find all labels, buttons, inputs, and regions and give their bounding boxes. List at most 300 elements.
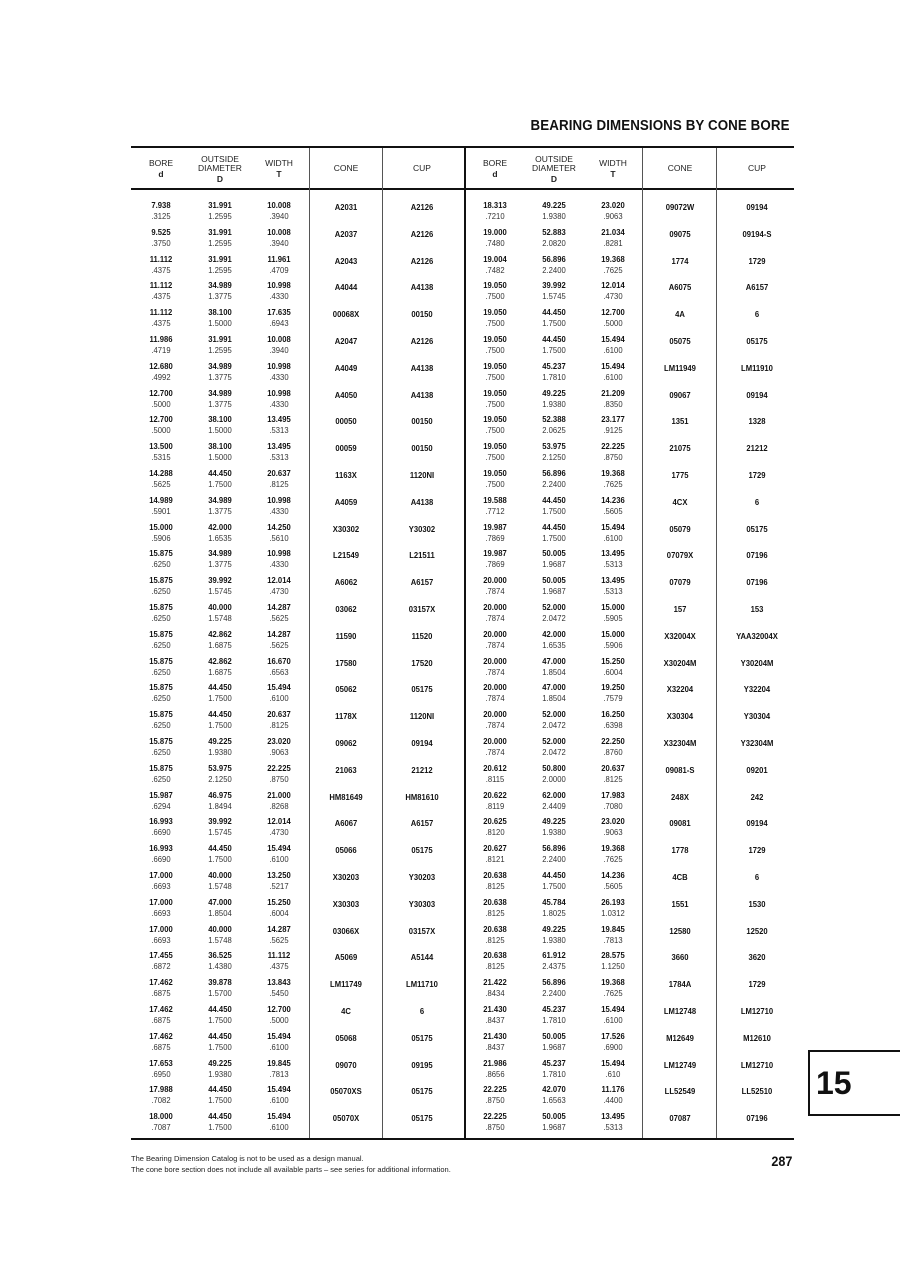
cone-part-number: 12580 xyxy=(669,925,691,936)
bore-mm: 19.050 xyxy=(483,468,507,478)
outside-diameter-in: 1.7500 xyxy=(542,505,566,516)
width-mm: 11.961 xyxy=(267,253,291,264)
width-in: .6100 xyxy=(269,854,289,865)
cup-part-number: 03157X xyxy=(408,604,436,614)
bore-mm: 20.612 xyxy=(483,762,507,773)
bore-cell xyxy=(470,334,520,356)
cone-part-number: X30302 xyxy=(332,523,360,534)
width-in: .8125 xyxy=(269,479,289,489)
outside-diameter-in: 1.7500 xyxy=(542,318,566,329)
cup-part-number: 09201 xyxy=(746,764,768,775)
table-row-right xyxy=(131,790,794,817)
bore-mm: 17.988 xyxy=(149,1084,173,1095)
outside-diameter-in: 1.7810 xyxy=(542,371,566,382)
width-mm: 15.250 xyxy=(601,655,625,666)
width-in: .7813 xyxy=(269,1068,289,1079)
bore-mm: 16.993 xyxy=(149,843,173,854)
width-mm: 15.000 xyxy=(601,628,625,639)
width-cell xyxy=(588,361,638,383)
outside-diameter-mm: 44.450 xyxy=(542,307,566,318)
outside-diameter-cell xyxy=(529,441,579,463)
outside-diameter-cell xyxy=(529,307,579,329)
outside-diameter-mm: 31.991 xyxy=(208,334,232,344)
bore-cell xyxy=(470,763,520,785)
width-in: .3940 xyxy=(269,345,289,355)
cone-part-number: 4A xyxy=(675,309,685,320)
outside-diameter-cell xyxy=(529,736,579,758)
cone-part-number: 09081-S xyxy=(665,764,695,775)
outside-diameter-mm: 39.992 xyxy=(208,816,232,827)
width-in: .5000 xyxy=(269,1015,289,1025)
width-mm: 22.250 xyxy=(601,736,625,746)
bore-cell xyxy=(470,548,520,570)
bore-cell xyxy=(470,575,520,597)
table-row-right xyxy=(131,522,794,549)
cone-part-number: 03066X xyxy=(332,925,360,936)
column-header-left-1 xyxy=(192,150,248,188)
width-mm: 15.494 xyxy=(601,1004,625,1014)
outside-diameter-cell xyxy=(529,682,579,704)
outside-diameter-mm: 53.975 xyxy=(208,762,232,773)
table-row-right xyxy=(131,682,794,709)
column-header-right-2 xyxy=(585,150,641,188)
column-header-left-4 xyxy=(387,150,457,188)
outside-diameter-in: 1.7500 xyxy=(542,532,566,543)
width-mm: 19.845 xyxy=(601,923,625,934)
outside-diameter-in: 1.7500 xyxy=(542,345,566,355)
outside-diameter-mm: 52.000 xyxy=(542,602,566,612)
width-in: .610 xyxy=(605,1068,621,1079)
bore-in: .8125 xyxy=(485,961,505,972)
width-in: .6900 xyxy=(603,1041,623,1052)
table-row-right xyxy=(131,870,794,897)
cone-part-number: HM81649 xyxy=(329,791,363,802)
width-mm: 10.998 xyxy=(267,494,291,505)
bore-mm: 19.004 xyxy=(483,253,507,264)
column-header-text: BORE xyxy=(482,158,508,168)
outside-diameter-in: 1.5745 xyxy=(208,586,232,597)
width-cell xyxy=(588,1084,638,1106)
outside-diameter-in: 1.7500 xyxy=(208,720,232,731)
width-mm: 15.494 xyxy=(267,1084,291,1095)
width-in: .5905 xyxy=(603,613,623,623)
bore-mm: 15.875 xyxy=(149,736,173,746)
bore-in: .6875 xyxy=(151,988,171,999)
width-cell xyxy=(588,414,638,436)
bore-mm: 19.050 xyxy=(483,387,507,398)
width-cell xyxy=(588,575,638,597)
bore-in: .7869 xyxy=(485,532,505,543)
page-title: BEARING DIMENSIONS BY CONE BORE xyxy=(530,118,790,134)
outside-diameter-cell xyxy=(529,629,579,651)
width-cell xyxy=(588,307,638,329)
outside-diameter-mm: 44.450 xyxy=(542,870,566,880)
table-row-right xyxy=(131,763,794,790)
outside-diameter-in: 2.2400 xyxy=(542,479,566,489)
outside-diameter-in: 1.6875 xyxy=(208,666,232,677)
column-header-text: OUTSIDE xyxy=(201,153,239,164)
bore-cell xyxy=(470,307,520,329)
outside-diameter-mm: 56.896 xyxy=(542,843,566,854)
width-mm: 21.000 xyxy=(267,789,291,800)
cone-part-number: LL52549 xyxy=(664,1086,696,1097)
width-mm: 12.700 xyxy=(601,307,625,318)
cone-part-number: 00050 xyxy=(335,416,357,427)
outside-diameter-mm: 44.450 xyxy=(208,1084,232,1095)
cone-part-number: 05070X xyxy=(332,1113,360,1124)
outside-diameter-cell xyxy=(529,1004,579,1026)
outside-diameter-cell xyxy=(529,388,579,410)
width-in: .4730 xyxy=(269,827,289,838)
width-mm: 19.368 xyxy=(601,843,625,854)
outside-diameter-mm: 50.005 xyxy=(542,548,566,559)
bore-cell xyxy=(470,843,520,865)
bore-in: .6690 xyxy=(151,854,171,865)
outside-diameter-in: 1.6563 xyxy=(542,1095,566,1106)
cone-part-number: 1784A xyxy=(668,979,692,990)
bore-in: .6250 xyxy=(151,613,171,623)
outside-diameter-in: 1.5748 xyxy=(208,934,232,945)
cup-part-number: M12610 xyxy=(743,1032,771,1043)
width-mm: 23.020 xyxy=(601,816,625,827)
cone-part-number: A5069 xyxy=(334,952,358,963)
cone-part-number: A4044 xyxy=(334,282,358,293)
width-in: .5000 xyxy=(603,318,623,329)
width-mm: 14.287 xyxy=(267,602,291,612)
cone-part-number: 1163X xyxy=(335,470,357,480)
bore-in: .6693 xyxy=(151,934,171,945)
table-row-right xyxy=(131,495,794,522)
cup-part-number: 1328 xyxy=(748,416,766,427)
width-mm: 13.843 xyxy=(267,977,291,988)
outside-diameter-cell xyxy=(529,548,579,570)
outside-diameter-mm: 45.237 xyxy=(542,1004,566,1014)
outside-diameter-cell xyxy=(529,763,579,785)
outside-diameter-in: 1.8025 xyxy=(542,907,566,918)
cone-part-number: 1774 xyxy=(671,255,689,266)
cup-part-number: 05175 xyxy=(411,845,433,856)
table-row-right xyxy=(131,548,794,575)
bore-mm: 17.462 xyxy=(149,1004,173,1014)
width-mm: 21.209 xyxy=(601,387,625,398)
bore-cell xyxy=(470,1031,520,1053)
bore-in: .7874 xyxy=(485,613,505,623)
outside-diameter-mm: 44.450 xyxy=(208,682,232,693)
width-cell xyxy=(588,736,638,758)
outside-diameter-in: 1.7500 xyxy=(208,1122,232,1133)
cup-part-number: 1729 xyxy=(748,845,766,856)
width-mm: 11.176 xyxy=(601,1084,625,1095)
cone-part-number: X32304M xyxy=(663,738,697,748)
outside-diameter-mm: 44.450 xyxy=(208,1030,232,1041)
bore-in: .7500 xyxy=(485,371,505,382)
outside-diameter-mm: 42.862 xyxy=(208,628,232,639)
cone-part-number: 09070 xyxy=(335,1059,357,1070)
width-in: .5625 xyxy=(269,639,289,650)
outside-diameter-in: 2.2400 xyxy=(542,854,566,865)
cup-part-number: 242 xyxy=(750,791,764,802)
cone-part-number: 05070XS xyxy=(330,1086,362,1097)
outside-diameter-in: 1.2595 xyxy=(208,345,232,355)
bore-mm: 19.588 xyxy=(483,494,507,505)
width-mm: 12.014 xyxy=(601,280,625,291)
cone-part-number: 4CB xyxy=(672,872,688,882)
cone-part-number: M12649 xyxy=(666,1032,694,1043)
bore-in: .8750 xyxy=(485,1122,505,1133)
width-in: .6100 xyxy=(603,345,623,355)
width-mm: 19.845 xyxy=(267,1057,291,1068)
cup-part-number: A2126 xyxy=(410,255,434,266)
bore-in: .6250 xyxy=(151,586,171,597)
outside-diameter-cell xyxy=(529,1111,579,1133)
outside-diameter-mm: 50.800 xyxy=(542,762,566,773)
bore-in: .7500 xyxy=(485,425,505,436)
width-cell xyxy=(588,682,638,704)
cup-part-number: A4138 xyxy=(410,362,434,373)
cone-part-number: A4050 xyxy=(334,389,358,400)
outside-diameter-mm: 34.989 xyxy=(208,494,232,505)
width-in: .5610 xyxy=(269,532,289,543)
bore-in: .3125 xyxy=(151,211,171,221)
cone-part-number: 07087 xyxy=(669,1113,691,1124)
outside-diameter-in: 1.2595 xyxy=(208,237,232,248)
bore-cell xyxy=(470,254,520,276)
table-row-right xyxy=(131,1084,794,1111)
width-in: .5217 xyxy=(269,881,289,891)
cone-part-number: A4059 xyxy=(334,496,358,507)
width-mm: 15.494 xyxy=(601,521,625,532)
width-in: .9125 xyxy=(603,425,623,436)
cup-part-number: 17520 xyxy=(411,657,433,668)
cup-part-number: LM11910 xyxy=(741,362,773,373)
cup-part-number: A5144 xyxy=(410,952,434,963)
section-tab xyxy=(808,1050,900,1116)
width-cell xyxy=(588,522,638,544)
width-in: .3940 xyxy=(269,211,289,221)
width-cell xyxy=(588,280,638,302)
width-mm: 15.000 xyxy=(601,602,625,612)
section-tab-label: 15 xyxy=(816,1064,852,1101)
cup-part-number: 09195 xyxy=(411,1059,433,1070)
cone-part-number: L21549 xyxy=(333,550,359,561)
outside-diameter-in: 1.9687 xyxy=(542,586,566,597)
outside-diameter-in: 1.9380 xyxy=(542,398,566,409)
outside-diameter-mm: 42.862 xyxy=(208,655,232,666)
bore-in: .7500 xyxy=(485,479,505,489)
outside-diameter-cell xyxy=(529,977,579,999)
cup-part-number: 1729 xyxy=(748,255,766,266)
page-number: 287 xyxy=(770,1153,792,1169)
outside-diameter-cell xyxy=(529,254,579,276)
bore-mm: 19.050 xyxy=(483,414,507,425)
width-in: .5605 xyxy=(603,505,623,516)
bore-cell xyxy=(470,1004,520,1026)
width-in: .6943 xyxy=(269,318,289,329)
cone-part-number: 05079 xyxy=(669,523,691,534)
outside-diameter-in: 2.0472 xyxy=(542,747,566,757)
outside-diameter-in: 1.5748 xyxy=(208,613,232,623)
bore-in: .5000 xyxy=(151,398,171,409)
outside-diameter-in: 1.5000 xyxy=(208,425,232,436)
outside-diameter-mm: 40.000 xyxy=(208,870,232,880)
column-header-text: BORE xyxy=(148,158,174,168)
bore-in: .7500 xyxy=(485,398,505,409)
table-row-right xyxy=(131,254,794,281)
bore-mm: 21.430 xyxy=(483,1004,507,1014)
cup-part-number: A6157 xyxy=(410,818,434,829)
cone-part-number: X32204 xyxy=(666,684,694,695)
cup-part-number: Y30304 xyxy=(743,711,771,722)
outside-diameter-mm: 42.070 xyxy=(542,1084,566,1095)
table-row-right xyxy=(131,602,794,629)
bore-cell xyxy=(470,522,520,544)
bore-in: .7500 xyxy=(485,452,505,463)
outside-diameter-cell xyxy=(529,843,579,865)
table-row-right xyxy=(131,656,794,683)
width-in: .9063 xyxy=(269,747,289,757)
bore-mm: 19.050 xyxy=(483,307,507,318)
bore-in: .7500 xyxy=(485,318,505,329)
outside-diameter-in: 1.7500 xyxy=(208,1041,232,1052)
outside-diameter-mm: 38.100 xyxy=(208,307,232,318)
outside-diameter-in: 1.7500 xyxy=(542,881,566,891)
bore-in: .7210 xyxy=(485,211,505,221)
outside-diameter-mm: 50.005 xyxy=(542,1111,566,1122)
outside-diameter-mm: 49.225 xyxy=(542,923,566,934)
width-mm: 14.250 xyxy=(267,521,291,532)
cup-part-number: A2126 xyxy=(410,336,434,346)
width-mm: 28.575 xyxy=(601,950,625,961)
outside-diameter-cell xyxy=(529,602,579,624)
width-cell xyxy=(588,950,638,972)
width-in: .7625 xyxy=(603,479,623,489)
bore-cell xyxy=(470,897,520,919)
width-in: .5605 xyxy=(603,881,623,891)
cone-part-number: 1351 xyxy=(671,416,689,427)
outside-diameter-mm: 45.784 xyxy=(542,896,566,907)
bore-mm: 17.462 xyxy=(149,977,173,988)
outside-diameter-cell xyxy=(529,414,579,436)
bore-in: .8115 xyxy=(485,773,505,784)
outside-diameter-cell xyxy=(529,575,579,597)
cone-part-number: A6062 xyxy=(334,577,358,588)
column-header-text: CUP xyxy=(413,162,431,173)
width-cell xyxy=(588,200,638,222)
outside-diameter-in: 1.6535 xyxy=(208,532,232,543)
bore-mm: 15.875 xyxy=(149,628,173,639)
cup-part-number: LM11710 xyxy=(406,979,438,990)
bore-mm: 20.627 xyxy=(483,843,507,854)
bore-mm: 19.987 xyxy=(483,548,507,559)
bore-mm: 19.050 xyxy=(483,334,507,344)
cup-part-number: 09194 xyxy=(746,389,768,400)
width-mm: 19.250 xyxy=(601,682,625,693)
bore-in: .7087 xyxy=(151,1122,171,1133)
column-header-right-0 xyxy=(467,150,523,188)
width-cell xyxy=(588,709,638,731)
outside-diameter-mm: 34.989 xyxy=(208,280,232,291)
cone-part-number: 09062 xyxy=(335,738,357,748)
width-mm: 13.250 xyxy=(267,870,291,880)
bore-in: .7874 xyxy=(485,693,505,704)
width-in: .9063 xyxy=(603,827,623,838)
cone-part-number: A2037 xyxy=(334,228,358,239)
cup-part-number: 00150 xyxy=(411,443,433,454)
width-in: .6004 xyxy=(603,666,623,677)
bore-mm: 17.000 xyxy=(149,923,173,934)
width-in: .8750 xyxy=(269,773,289,784)
width-in: .4709 xyxy=(269,264,289,275)
outside-diameter-mm: 47.000 xyxy=(542,682,566,693)
cone-part-number: A2043 xyxy=(334,255,358,266)
table-row-right xyxy=(131,1111,794,1138)
width-in: .7080 xyxy=(603,800,623,811)
bore-mm: 11.112 xyxy=(149,307,173,318)
bore-in: .8656 xyxy=(485,1068,505,1079)
outside-diameter-in: 1.8504 xyxy=(208,907,232,918)
cup-part-number: 00150 xyxy=(411,309,433,320)
outside-diameter-in: 1.9380 xyxy=(542,827,566,838)
bore-mm: 20.000 xyxy=(483,628,507,639)
outside-diameter-mm: 38.100 xyxy=(208,441,232,452)
cup-part-number: L21511 xyxy=(409,550,435,561)
width-cell xyxy=(588,763,638,785)
outside-diameter-mm: 45.237 xyxy=(542,1057,566,1068)
bore-in: .8437 xyxy=(485,1015,505,1025)
cone-part-number: 21075 xyxy=(669,443,691,454)
cone-part-number: 11590 xyxy=(335,630,357,641)
column-header-text: WIDTH xyxy=(599,158,627,168)
width-in: .8350 xyxy=(603,398,623,409)
bore-in: .7874 xyxy=(485,666,505,677)
bore-mm: 20.000 xyxy=(483,682,507,693)
bore-cell xyxy=(470,200,520,222)
width-in: .8760 xyxy=(603,747,623,757)
width-in: .6100 xyxy=(269,1041,289,1052)
width-mm: 19.368 xyxy=(601,977,625,988)
cone-part-number: 1178X xyxy=(335,711,357,722)
cone-part-number: A4049 xyxy=(334,362,358,373)
cup-part-number: A2126 xyxy=(410,228,434,239)
column-header-right-1 xyxy=(526,150,582,188)
outside-diameter-mm: 39.992 xyxy=(542,280,566,291)
bore-in: .7082 xyxy=(151,1095,171,1106)
width-mm: 20.637 xyxy=(267,709,291,720)
cup-part-number: Y32304M xyxy=(740,738,774,748)
outside-diameter-in: 1.7500 xyxy=(208,693,232,704)
bore-in: .7874 xyxy=(485,720,505,731)
width-cell xyxy=(588,334,638,356)
outside-diameter-mm: 49.225 xyxy=(208,736,232,746)
outside-diameter-in: 1.3775 xyxy=(208,291,232,302)
outside-diameter-mm: 42.000 xyxy=(542,628,566,639)
bore-mm: 11.112 xyxy=(149,280,173,291)
cone-part-number: 157 xyxy=(673,604,687,614)
table-row-right xyxy=(131,200,794,227)
table-row-right xyxy=(131,361,794,388)
outside-diameter-mm: 44.450 xyxy=(208,468,232,478)
width-in: .4330 xyxy=(269,559,289,570)
outside-diameter-cell xyxy=(529,468,579,490)
footnote xyxy=(131,1153,451,1175)
cone-part-number: 4C xyxy=(341,1006,351,1016)
cone-part-number: 00059 xyxy=(335,443,357,454)
bore-mm: 22.225 xyxy=(483,1111,507,1122)
bore-mm: 15.875 xyxy=(149,762,173,773)
bore-in: .7712 xyxy=(485,505,505,516)
bore-mm: 20.638 xyxy=(483,923,507,934)
bore-mm: 17.000 xyxy=(149,870,173,880)
